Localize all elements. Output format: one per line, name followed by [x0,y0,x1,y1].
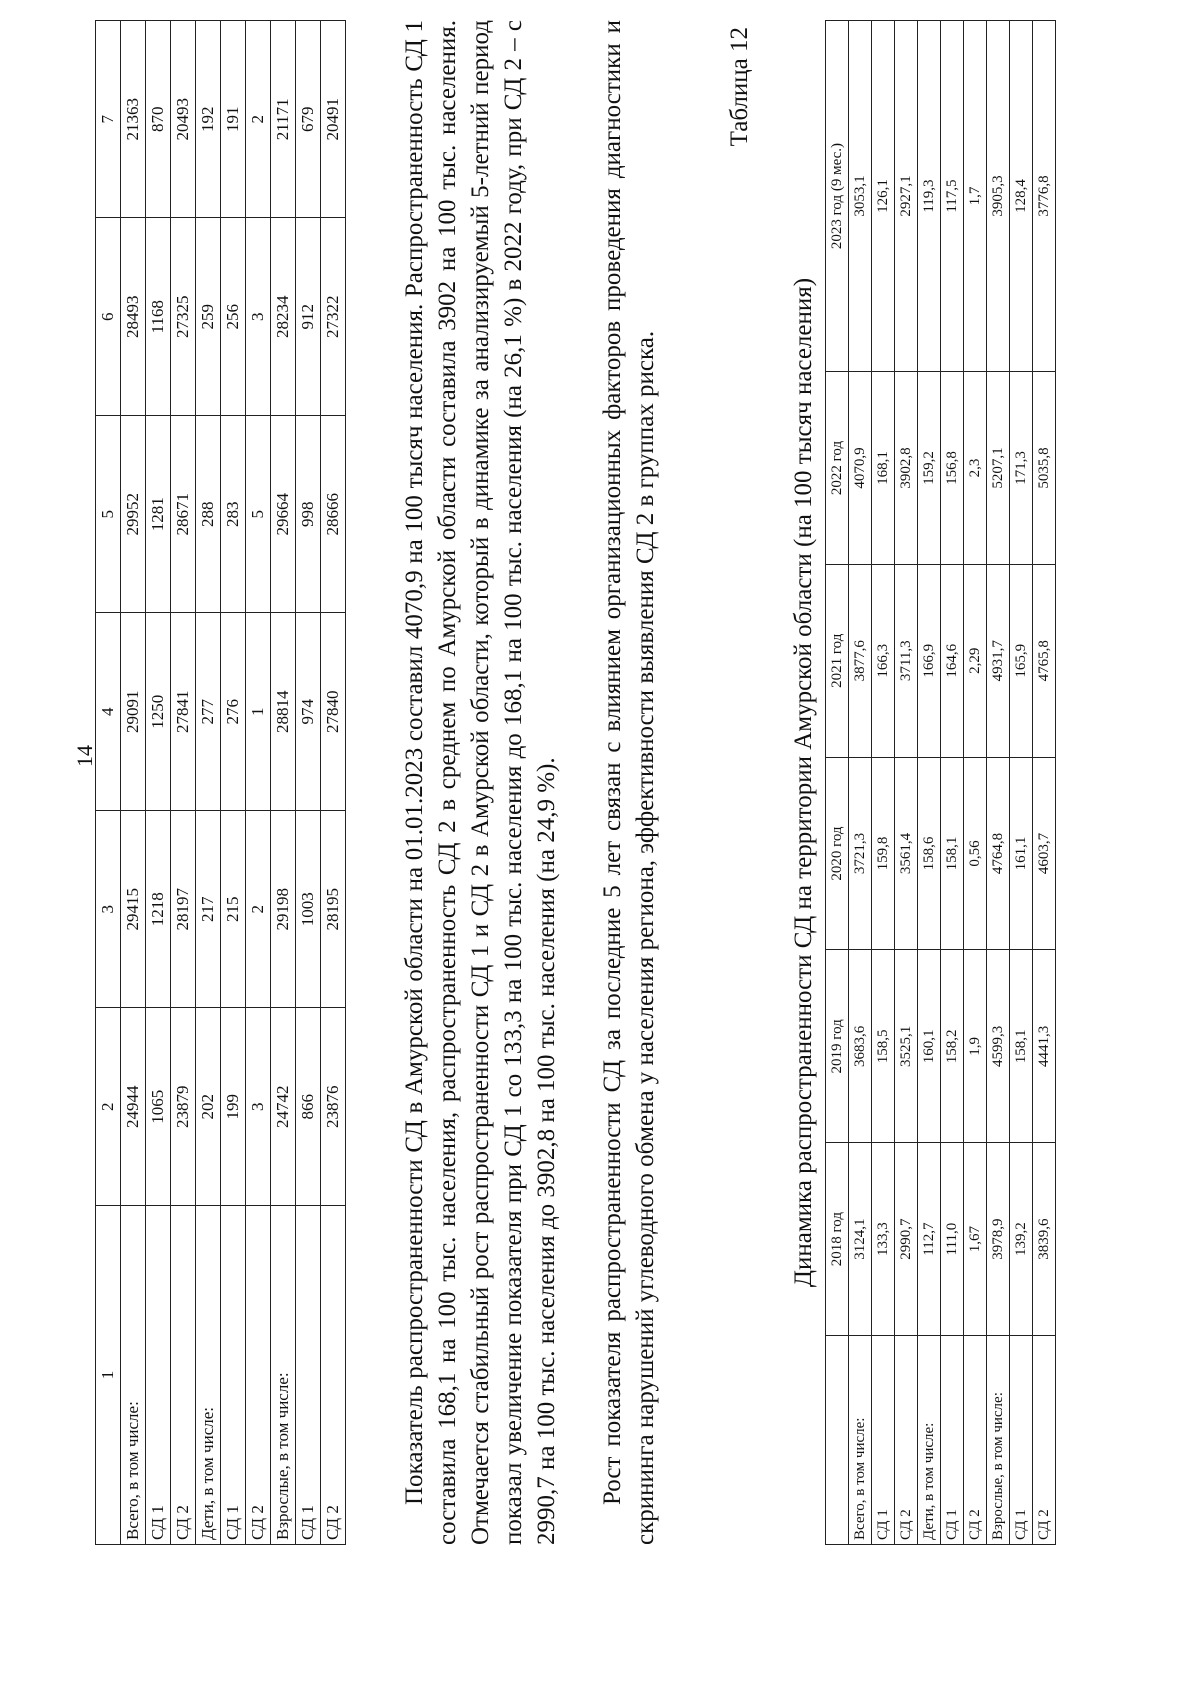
table-cell: 3525,1 [895,950,918,1143]
table-header-row [96,21,121,1545]
table-cell: 866 [296,1008,321,1206]
table-cell: 23876 [321,1008,346,1206]
table-cell: 5 [246,416,271,614]
table-cell: 5035,8 [1033,372,1056,565]
table-cell: 1 [96,1206,121,1545]
table-cell: 112,7 [918,1143,941,1336]
table-cell: 4599,3 [987,950,1010,1143]
table-row [146,21,171,1545]
table-row [196,21,221,1545]
table-cell: 4764,8 [987,757,1010,950]
table-row [121,21,146,1545]
table-cell: 3 [246,218,271,416]
table-cell: 1,9 [964,950,987,1143]
paragraph-growth-factors: Рост показателя распространенности СД за последние 5 лет связан с влиянием организационных факторов проведения диагностики и скрининга нарушений углеводного обмена у населения региона, эффективности выявления СД 2 в группах риска. [599,20,659,1545]
table-cell: 199 [221,1008,246,1206]
table-cell: 256 [221,218,246,416]
table-cell: 1168 [146,218,171,416]
table-cell: 28493 [121,218,146,416]
table-cell: 4070,9 [849,372,872,565]
table-cell: 28671 [171,416,196,614]
table-cell: 139,2 [1010,1143,1033,1336]
table-cell: 3053,1 [849,21,872,372]
table-row [918,21,941,1545]
table-cell: 2,29 [964,564,987,757]
column-header: 2019 год [826,950,849,1143]
table-cell: 4603,7 [1033,757,1056,950]
table-cell: 3902,8 [895,372,918,565]
table-cell: 24742 [271,1008,296,1206]
table-cell: 276 [221,613,246,811]
table-row [941,21,964,1545]
table-cell: 2 [96,1008,121,1206]
table-cell: 3 [246,1008,271,1206]
table-cell: 217 [196,811,221,1009]
column-header: 2018 год [826,1143,849,1336]
table-cell: 27841 [171,613,196,811]
table-cell: 29415 [121,811,146,1009]
table-cell: 998 [296,416,321,614]
table-cell: 168,1 [872,372,895,565]
table-cell: 133,3 [872,1143,895,1336]
table-cell: 2,3 [964,372,987,565]
table-cell: 4 [96,613,121,811]
table-row [1010,21,1033,1545]
table-cell: СД 2 [964,1336,987,1545]
table-cell: Дети, в том числе: [196,1206,221,1545]
table-cell: 166,3 [872,564,895,757]
table-cell: Взрослые, в том числе: [271,1206,296,1545]
table-cell: 3 [96,811,121,1009]
table-cell: 2 [246,21,271,219]
table-cell: СД 2 [321,1206,346,1545]
table-cell: 5 [96,416,121,614]
table-cell: 171,3 [1010,372,1033,565]
table-cell: 117,5 [941,21,964,372]
table-cell: 111,0 [941,1143,964,1336]
table-row [221,21,246,1545]
table-cell: 912 [296,218,321,416]
table-cell: Взрослые, в том числе: [987,1336,1010,1545]
statistics-table-continued [95,20,346,1545]
column-header [826,1336,849,1545]
table-cell: 1 [246,613,271,811]
table-cell: 29198 [271,811,296,1009]
table-cell: 158,2 [941,950,964,1143]
table-row [321,21,346,1545]
table-cell: 128,4 [1010,21,1033,372]
table-cell: 21363 [121,21,146,219]
table-cell: 3711,3 [895,564,918,757]
table-cell: 23879 [171,1008,196,1206]
column-header: 2022 год [826,372,849,565]
table-cell: 21171 [271,21,296,219]
table-cell: 679 [296,21,321,219]
table-cell: 2 [246,811,271,1009]
table-cell: 283 [221,416,246,614]
table-cell: 29091 [121,613,146,811]
table-cell: 974 [296,613,321,811]
table-cell: 1281 [146,416,171,614]
table-cell: 2927,1 [895,21,918,372]
table-cell: 3877,6 [849,564,872,757]
table-cell: 29664 [271,416,296,614]
table-cell: СД 1 [296,1206,321,1545]
table-cell: 28197 [171,811,196,1009]
table-cell: 4765,8 [1033,564,1056,757]
table-cell: 20491 [321,21,346,219]
table-cell: 191 [221,21,246,219]
table-cell: 6 [96,218,121,416]
table-cell: 1003 [296,811,321,1009]
table-cell: 29952 [121,416,146,614]
table-cell: 870 [146,21,171,219]
table-cell: СД 1 [221,1206,246,1545]
table-cell: 1,7 [964,21,987,372]
table-cell: Всего, в том числе: [849,1336,872,1545]
table-cell: 28234 [271,218,296,416]
table-header-row [826,21,849,1545]
table-cell: СД 1 [1010,1336,1033,1545]
table-cell: 3124,1 [849,1143,872,1336]
table-cell: 202 [196,1008,221,1206]
table-cell: 164,6 [941,564,964,757]
table-cell: 158,6 [918,757,941,950]
table-row [271,21,296,1545]
table-cell: 5207,1 [987,372,1010,565]
table-cell: 192 [196,21,221,219]
table-cell: 3561,4 [895,757,918,950]
table-cell: 288 [196,416,221,614]
table-cell: 20493 [171,21,196,219]
table-cell: СД 1 [146,1206,171,1545]
table-cell: 3683,6 [849,950,872,1143]
table-cell: 0,56 [964,757,987,950]
dynamics-table [825,20,1056,1545]
table-row [849,21,872,1545]
table-cell: 1250 [146,613,171,811]
table-cell: 161,1 [1010,757,1033,950]
table-cell: 4441,3 [1033,950,1056,1143]
table-cell: СД 2 [895,1336,918,1545]
table-cell: 28195 [321,811,346,1009]
table-cell: 119,3 [918,21,941,372]
table-cell: 160,1 [918,950,941,1143]
table-title: Динамика распространенности СД на территории Амурской области (на 100 тысяч населения) [790,277,817,1288]
table-cell: 277 [196,613,221,811]
table-cell: 27325 [171,218,196,416]
table-cell: СД 2 [246,1206,271,1545]
table-cell: 3905,3 [987,21,1010,372]
table-cell: 3978,9 [987,1143,1010,1336]
table-cell: 24944 [121,1008,146,1206]
table-cell: 1065 [146,1008,171,1206]
table-cell: 126,1 [872,21,895,372]
column-header: 2021 год [826,564,849,757]
table-cell: СД 2 [171,1206,196,1545]
table-cell: 158,5 [872,950,895,1143]
table-cell: 28814 [271,613,296,811]
table-cell: 1,67 [964,1143,987,1336]
table-row [246,21,271,1545]
table-row [964,21,987,1545]
table-row [872,21,895,1545]
column-header: 2023 год (9 мес.) [826,21,849,372]
table-row [1033,21,1056,1545]
table-row [296,21,321,1545]
table-cell: 159,8 [872,757,895,950]
table-cell: 158,1 [941,757,964,950]
table-cell: 27322 [321,218,346,416]
table-cell: 3839,6 [1033,1143,1056,1336]
column-header: 2020 год [826,757,849,950]
table-row [895,21,918,1545]
table-cell: 1218 [146,811,171,1009]
table-cell: 165,9 [1010,564,1033,757]
table-caption: Таблица 12 [726,27,753,147]
table-cell: 4931,7 [987,564,1010,757]
table-cell: 28666 [321,416,346,614]
table-cell: 215 [221,811,246,1009]
page-number: 14 [72,745,97,767]
table-cell: 3776,8 [1033,21,1056,372]
table-cell: 2990,7 [895,1143,918,1336]
table-cell: СД 2 [1033,1336,1056,1545]
table-cell: 7 [96,21,121,219]
table-cell: 3721,3 [849,757,872,950]
table-cell: Всего, в том числе: [121,1206,146,1545]
table-cell: 27840 [321,613,346,811]
table-cell: 158,1 [1010,950,1033,1143]
table-cell: СД 1 [941,1336,964,1545]
table-cell: СД 1 [872,1336,895,1545]
table-row [987,21,1010,1545]
table-row [171,21,196,1545]
paragraph-prevalence: Показатель распространенности СД в Амурской области на 01.01.2023 составил 4070,9 на 100 тысяч населения. Распространенность СД 1 составила 168,1 на 100 тыс. населения, распространенность СД 2 в среднем по Амурской области составила 3902 на 100 тыс. населения. Отмечается стабильный рост распространенности СД 1 и СД 2 в Амурской области, который в динамике за анализируемый 5-летний период показал увеличение показателя при СД 1 со 133,3 на 100 тыс. населения до 168,1 на 100 тыс. населения (на 26,1 %) в 2022 году, при СД 2 – с 2990,7 на 100 тыс. населения до 3902,8 на 100 тыс. населения (на 24,9 %). [401,20,560,1545]
table-cell: 156,8 [941,372,964,565]
table-cell: 159,2 [918,372,941,565]
table-cell: Дети, в том числе: [918,1336,941,1545]
table-cell: 166,9 [918,564,941,757]
table-cell: 259 [196,218,221,416]
